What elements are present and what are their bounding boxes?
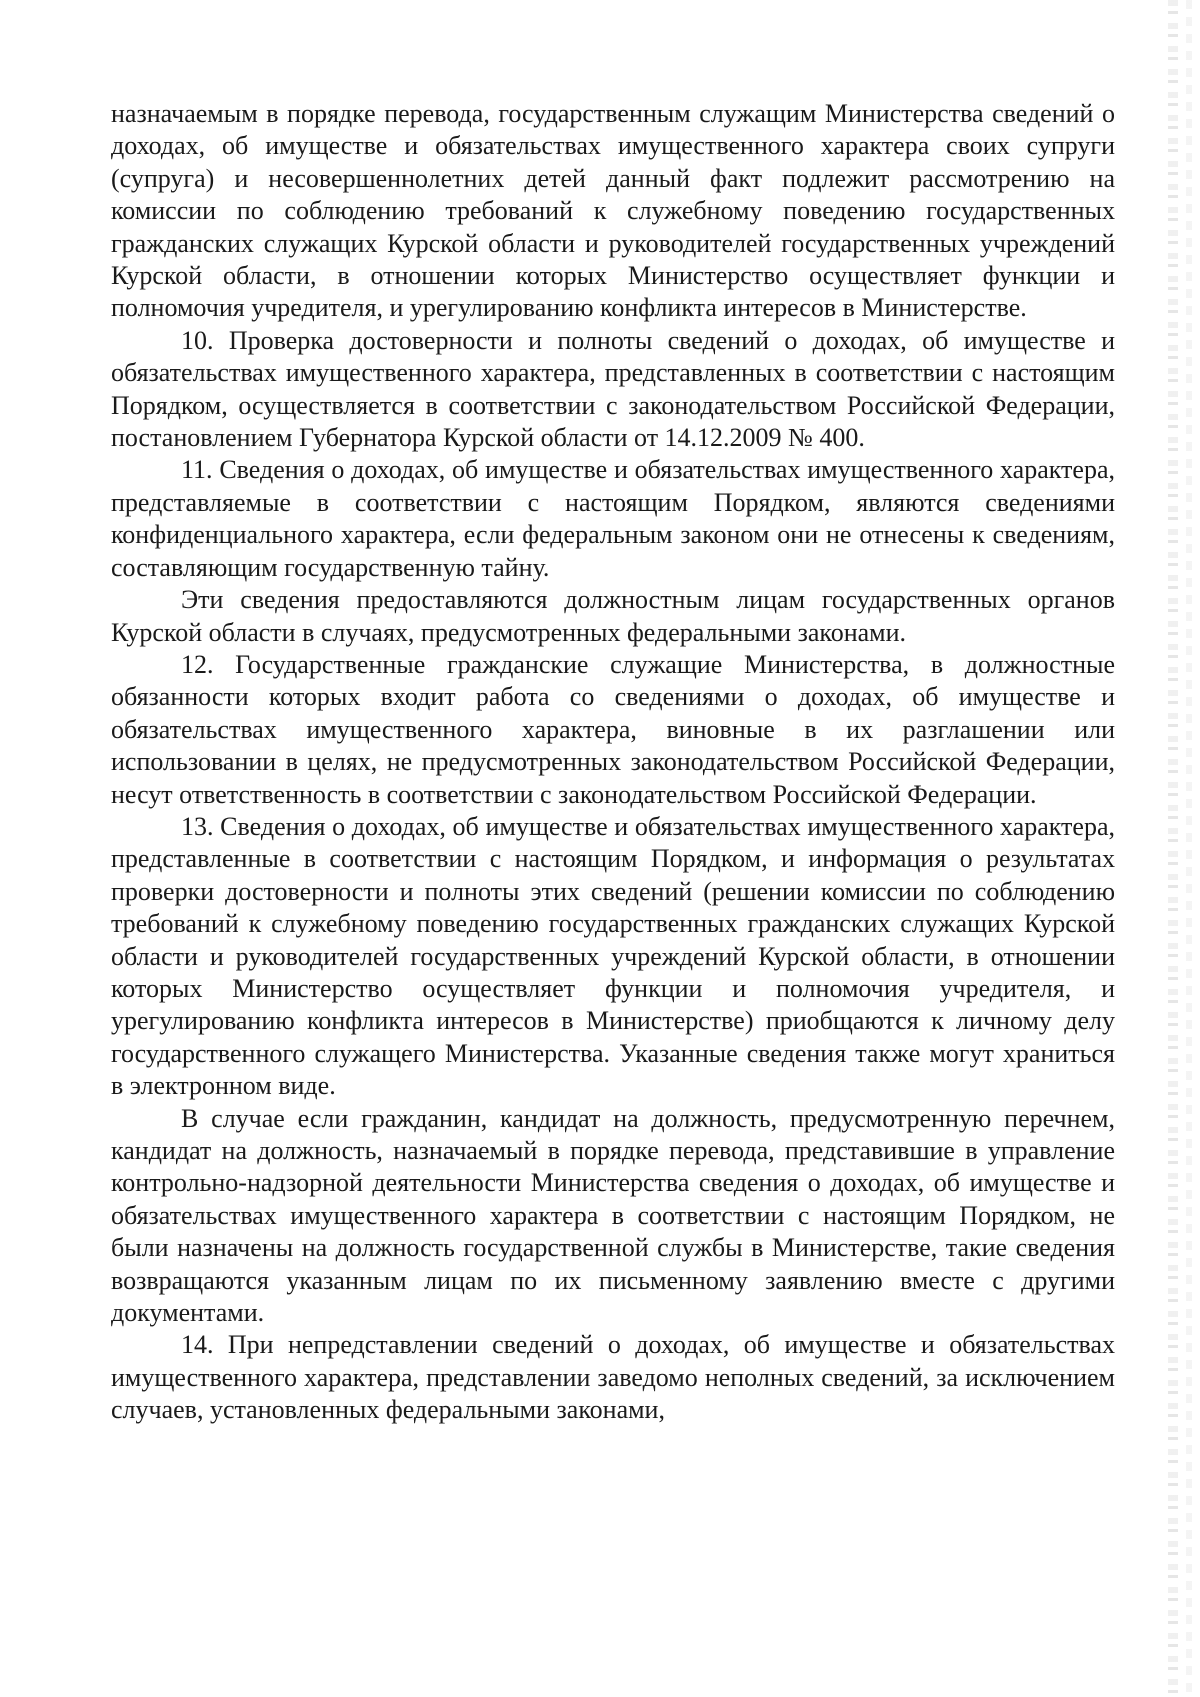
paragraph-item-11: 11. Сведения о доходах, об имуществе и обязательствах имущественного характера, представляемые в соответствии с настоящим Порядком, являются сведениями конфиденциального характера, если федеральным законом они не отнесены к сведениям, составляющим государственную тайну. bbox=[111, 455, 1115, 582]
paragraph-continuation: назначаемым в порядке перевода, государственным служащим Министерства сведений о доходах, об имуществе и обязательствах имущественного характера своих супруги (супруга) и несовершеннолетних детей данный факт подлежит рассмотрению на комиссии по соблюдению требований к служебному поведению государственных гражданских служащих Курской области и руководителей государственных учреждений Курской области, в отношении которых Министерство осуществляет функции и полномочия учредителя, и урегулированию конфликта интересов в Министерстве. bbox=[111, 99, 1115, 323]
paragraph-item-11-note: Эти сведения предоставляются должностным лицам государственных органов Курской области в случаях, предусмотренных федеральными законами. bbox=[111, 585, 1115, 647]
paragraph-item-13: 13. Сведения о доходах, об имуществе и обязательствах имущественного характера, представленные в соответствии с настоящим Порядком, и информация о результатах проверки достоверности и полноты этих сведений (решении комиссии по соблюдению требований к служебному поведению государственных гражданских служащих Курской области и руководителей государственных учреждений Курской области, в отношении которых Министерство осуществляет функции и полномочия учредителя, и урегулированию конфликта интересов в Министерстве) приобщаются к личному делу государственного служащего Министерства. Указанные сведения также могут храниться в электронном виде. bbox=[111, 811, 1115, 1101]
document-body bbox=[111, 98, 1115, 1427]
paragraph-item-14: 14. При непредставлении сведений о доходах, об имуществе и обязательствах имущественного характера, представлении заведомо неполных сведений, за исключением случаев, установленных федеральными законами, bbox=[111, 1330, 1115, 1425]
paragraph-item-12: 12. Государственные гражданские служащие Министерства, в должностные обязанности которых входит работа со сведениями о доходах, об имуществе и обязательствах имущественного характера, виновные в их разглашении или использовании в целях, не предусмотренных законодательством Российской Федерации, несут ответственность в соответствии с законодательством Российской Федерации. bbox=[111, 649, 1115, 809]
scan-edge-artifact bbox=[1186, 0, 1192, 1697]
paragraph-item-10: 10. Проверка достоверности и полноты сведений о доходах, об имуществе и обязательствах имущественного характера, представленных в соответствии с настоящим Порядком, осуществляется в соответствии с законодательством Российской Федерации, постановлением Губернатора Курской области от 14.12.2009 № 400. bbox=[111, 325, 1115, 453]
scan-edge-artifact bbox=[1168, 0, 1178, 1697]
paragraph-item-13-note: В случае если гражданин, кандидат на должность, предусмотренную перечнем, кандидат на должность, назначаемый в порядке перевода, представившие в управление контрольно-надзорной деятельности Министерства сведения о доходах, об имуществе и обязательствах имущественного характера в соответствии с настоящим Порядком, не были назначены на должность государственной службы в Министерстве, такие сведения возвращаются указанным лицам по их письменному заявлению вместе с другими документами. bbox=[111, 1103, 1115, 1328]
